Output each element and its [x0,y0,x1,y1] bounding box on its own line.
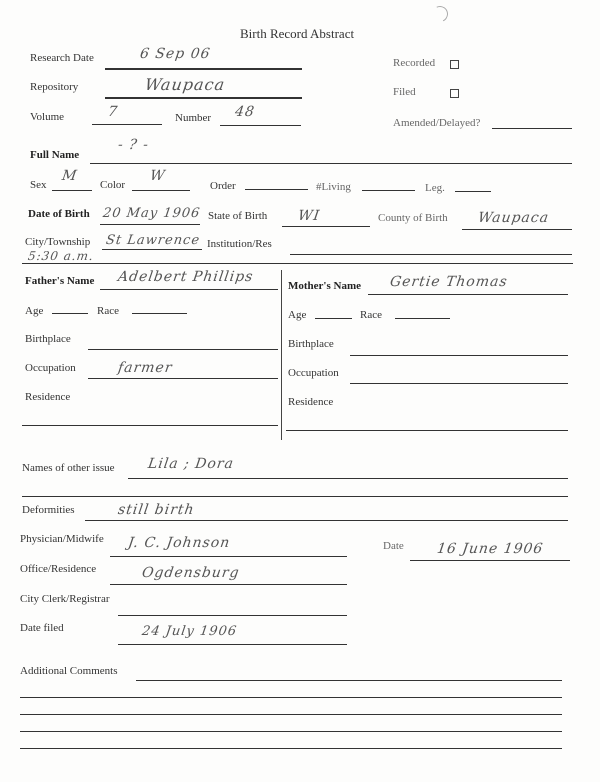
fathers-name-line [100,289,278,290]
date-filed-line [118,644,347,645]
father-age-line [52,313,88,314]
father-birthplace-line [88,349,278,350]
physician-value[interactable]: J. C. Johnson [126,535,232,551]
comments-line-1 [136,680,562,681]
state-of-birth-value[interactable]: WI [296,208,322,224]
amended-label: Amended/Delayed? [393,117,481,129]
leg-label: Leg. [425,182,445,194]
filed-label: Filed [393,86,416,98]
institution-label: Institution/Res [207,238,272,250]
living-label: #Living [316,181,351,193]
mother-age-line [315,318,352,319]
county-of-birth-value[interactable]: Waupaca [476,210,551,226]
mother-residence-line [286,430,568,431]
number-label: Number [175,112,212,124]
section-divider-top [22,263,573,264]
mothers-name-line [368,294,568,295]
leg-line [455,191,491,192]
physician-line [110,556,347,557]
living-line [362,190,415,191]
father-residence-line [22,425,278,426]
recorded-label: Recorded [393,57,436,69]
office-label: Office/Residence [20,563,97,575]
physician-date-label: Date [383,540,404,552]
office-value[interactable]: Ogdensburg [140,565,241,581]
state-of-birth-label: State of Birth [208,210,268,222]
mother-residence-label: Residence [288,396,334,408]
mother-occupation-label: Occupation [288,367,339,379]
comments-line-2 [20,697,562,698]
repository-label: Repository [30,81,79,93]
father-birthplace-label: Birthplace [25,333,71,345]
father-occupation-label: Occupation [25,362,76,374]
number-line [220,125,301,126]
deformities-line [85,520,568,521]
date-filed-label: Date filed [20,622,64,634]
father-occupation-line [88,378,278,379]
father-race-line [132,313,187,314]
clerk-label: City Clerk/Registrar [20,593,110,605]
clerk-line [118,615,347,616]
comments-line-5 [20,748,562,749]
city-township-value[interactable]: St Lawrence [104,233,202,248]
other-issue-value[interactable]: Lila ; Dora [146,456,236,472]
father-race-label: Race [97,305,119,317]
color-label: Color [100,179,126,191]
mothers-name-value[interactable]: Gertie Thomas [388,274,509,290]
mother-occupation-line [350,383,568,384]
mother-birthplace-label: Birthplace [288,338,334,350]
date-of-birth-line [100,224,200,225]
comments-line-3 [20,714,562,715]
mother-birthplace-line [350,355,568,356]
comments-line-4 [20,731,562,732]
additional-comments-label: Additional Comments [20,665,118,677]
physician-date-line [410,560,570,561]
form-title: Birth Record Abstract [240,26,355,41]
physician-date-value[interactable]: 16 June 1906 [435,541,545,557]
other-issue-line-2 [22,496,568,497]
sex-label: Sex [30,179,47,191]
mothers-name-label: Mother's Name [288,280,362,292]
institution-line [290,254,572,255]
volume-label: Volume [30,111,65,123]
father-occupation-value[interactable]: farmer [116,360,174,376]
color-line [132,190,190,191]
father-age-label: Age [25,305,44,317]
color-value[interactable]: W [148,168,167,184]
deformities-label: Deformities [22,504,75,516]
mother-age-label: Age [288,309,307,321]
filed-checkbox[interactable] [450,89,459,98]
research-date-label: Research Date [30,52,94,64]
number-value[interactable]: 48 [233,104,256,120]
pen-mark [430,4,451,25]
order-label: Order [210,180,236,192]
father-residence-label: Residence [25,391,71,403]
date-of-birth-label: Date of Birth [28,208,90,220]
physician-label: Physician/Midwife [20,533,104,545]
office-line [110,584,347,585]
order-line [245,189,308,190]
full-name-line [90,163,572,164]
mother-race-label: Race [360,309,382,321]
other-issue-label: Names of other issue [22,462,115,474]
city-township-label: City/Township [25,236,91,248]
amended-line [492,128,572,129]
date-of-birth-value[interactable]: 20 May 1906 [101,206,202,221]
fathers-name-value[interactable]: Adelbert Phillips [116,269,255,285]
city-township-line [102,249,202,250]
repository-value[interactable]: Waupaca [143,75,227,94]
deformities-value[interactable]: still birth [116,502,196,518]
county-of-birth-line [462,229,572,230]
county-of-birth-label: County of Birth [378,212,448,224]
sex-value[interactable]: M [60,168,79,184]
other-issue-line [128,478,568,479]
date-filed-value[interactable]: 24 July 1906 [140,624,239,639]
research-date-value[interactable]: 6 Sep 06 [138,46,212,62]
column-divider [281,270,282,440]
recorded-checkbox[interactable] [450,60,459,69]
full-name-value[interactable]: - ? - [116,137,150,153]
sex-line [52,190,92,191]
fathers-name-label: Father's Name [25,275,95,287]
volume-value[interactable]: 7 [106,104,120,120]
full-name-label: Full Name [30,149,80,161]
repository-line [105,97,302,99]
state-of-birth-line [282,226,370,227]
time-of-birth-value[interactable]: 5:30 a.m. [27,249,95,263]
volume-line [92,124,162,125]
research-date-line [105,68,302,70]
mother-race-line [395,318,450,319]
